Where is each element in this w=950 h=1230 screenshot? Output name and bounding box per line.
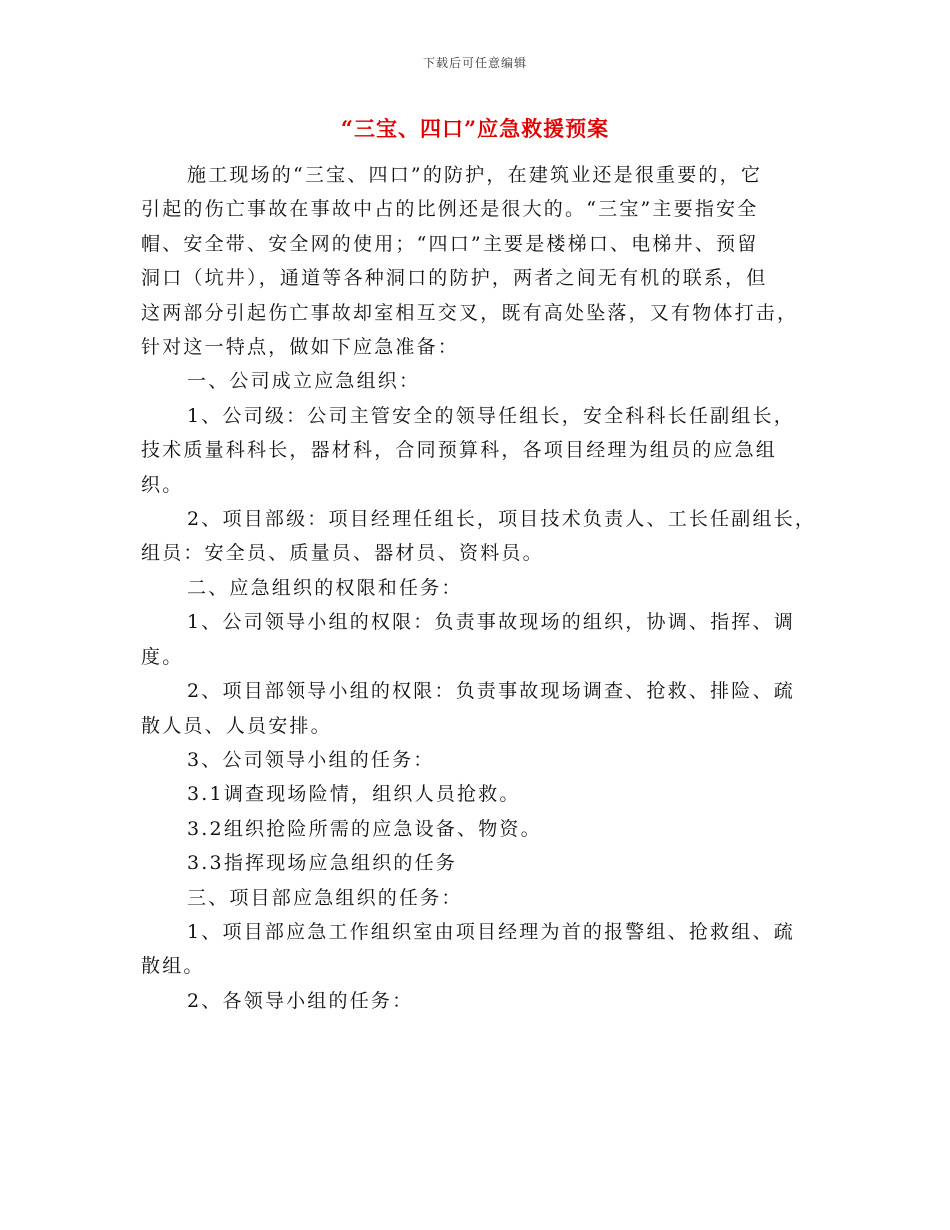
body-line: 3.2组织抢险所需的应急设备、物资。 bbox=[187, 817, 542, 840]
body-line: 这两部分引起伤亡事故却室相互交叉，既有高处坠落，又有物体打击， bbox=[141, 301, 799, 324]
body-line: 施工现场的“三宝、四口”的防护，在建筑业还是很重要的，它 bbox=[187, 164, 763, 186]
body-line: 1、项目部应急工作组织室由项目经理为首的报警组、抢救组、疏 bbox=[187, 920, 795, 943]
body-line: 二、应急组织的权限和任务： bbox=[187, 576, 463, 599]
document-body bbox=[141, 158, 821, 1018]
body-line: 度。 bbox=[141, 645, 184, 668]
body-line: 3.1调查现场险情，组织人员抢救。 bbox=[187, 783, 521, 806]
body-line: 一、公司成立应急组织： bbox=[187, 370, 421, 393]
body-line: 3、公司领导小组的任务： bbox=[187, 748, 435, 771]
body-line: 3.3指挥现场应急组织的任务 bbox=[187, 852, 458, 875]
body-line: 织。 bbox=[141, 473, 184, 496]
body-line: 三、项目部应急组织的任务： bbox=[187, 886, 463, 909]
document-title: “三宝、四口”应急救援预案 bbox=[340, 116, 610, 141]
body-line: 针对这一特点，做如下应急准备： bbox=[141, 336, 460, 359]
body-line: 帽、安全带、安全网的使用；“四口”主要是楼梯口、电梯井、预留 bbox=[141, 232, 759, 255]
body-line: 散人员、人员安排。 bbox=[141, 714, 332, 737]
body-line: 2、项目部领导小组的权限：负责事故现场调查、抢救、排险、疏 bbox=[187, 680, 795, 703]
body-line: 1、公司级：公司主管安全的领导任组长，安全科科长任副组长， bbox=[187, 404, 795, 427]
body-line: 洞口（坑井），通道等各种洞口的防护，两者之间无有机的联系，但 bbox=[141, 267, 768, 290]
body-line: 引起的伤亡事故在事故中占的比例还是很大的。“三宝”主要指安全 bbox=[141, 198, 759, 221]
body-line: 技术质量科科长，器材科，合同预算科，各项目经理为组员的应急组 bbox=[141, 439, 778, 462]
header-note: 下载后可任意编辑 bbox=[422, 56, 527, 70]
body-line: 2、项目部级：项目经理任组长，项目技术负责人、工长任副组长， bbox=[187, 508, 817, 531]
body-line: 1、公司领导小组的权限：负责事故现场的组织，协调、指挥、调 bbox=[187, 611, 795, 634]
body-line: 组员：安全员、质量员、器材员、资料员。 bbox=[141, 542, 544, 565]
body-line: 2、各领导小组的任务： bbox=[187, 989, 414, 1012]
body-line: 散组。 bbox=[141, 955, 205, 978]
